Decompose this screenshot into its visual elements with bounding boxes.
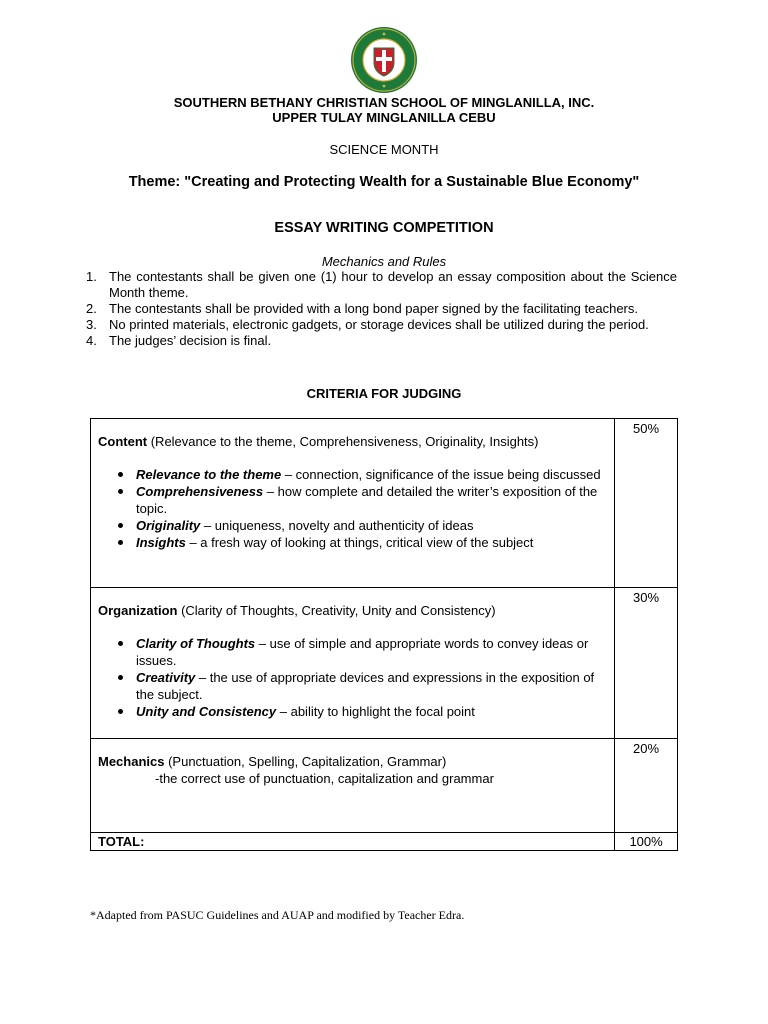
bullet-icon	[118, 675, 123, 680]
footnote: *Adapted from PASUC Guidelines and AUAP and modified by Teacher Edra.	[90, 908, 465, 922]
mechanics-criteria-detail: -the correct use of punctuation, capitalization and grammar	[155, 771, 494, 786]
bullet-icon	[118, 641, 123, 646]
rule-number: 3.	[86, 317, 97, 332]
mechanics-criteria-name: Mechanics	[98, 754, 165, 769]
list-item	[98, 517, 608, 534]
subcriterion-desc: – ability to highlight the focal point	[276, 704, 475, 719]
subcriterion-term: Comprehensiveness	[136, 484, 264, 499]
table-row	[91, 739, 678, 833]
organization-criteria-name: Organization	[98, 603, 178, 618]
subcriterion-desc: – the use of appropriate devices and expressions in the exposition of the subject.	[136, 670, 595, 702]
bullet-icon	[118, 489, 123, 494]
list-item	[86, 269, 677, 301]
school-name: SOUTHERN BETHANY CHRISTIAN SCHOOL OF MINGLANILLA, INC.	[173, 95, 595, 110]
list-item	[86, 301, 677, 317]
content-percent: 50%	[615, 419, 678, 588]
list-item	[86, 333, 677, 349]
rule-text: The contestants shall be provided with a long bond paper signed by the facilitating teachers.	[109, 301, 639, 316]
rule-number: 1.	[86, 269, 97, 284]
table-row	[91, 588, 678, 739]
rules-list	[86, 269, 677, 349]
list-item	[98, 669, 608, 703]
total-label: TOTAL:	[91, 833, 615, 851]
list-item	[98, 703, 608, 720]
subcriterion-desc: – use of simple and appropriate words to convey ideas or issues.	[136, 636, 589, 668]
bullet-icon	[118, 540, 123, 545]
content-subcriteria-list	[98, 466, 608, 551]
organization-criteria-desc: (Clarity of Thoughts, Creativity, Unity and Consistency)	[177, 603, 496, 618]
content-criteria-cell	[91, 419, 615, 588]
subcriterion-term: Insights	[136, 535, 186, 550]
mechanics-criteria-desc: (Punctuation, Spelling, Capitalization, Grammar)	[164, 754, 447, 769]
bullet-icon	[118, 523, 123, 528]
criteria-title: CRITERIA FOR JUDGING	[306, 386, 462, 401]
list-item	[86, 317, 677, 333]
mechanics-title: Mechanics and Rules	[321, 254, 447, 269]
bullet-icon	[118, 472, 123, 477]
mechanics-percent: 20%	[615, 739, 678, 833]
subcriterion-desc: – a fresh way of looking at things, critical view of the subject	[185, 535, 534, 550]
list-item	[98, 534, 608, 551]
rule-text: The contestants shall be given one (1) hour to develop an essay composition about the Science Month theme.	[109, 269, 677, 300]
subcriterion-term: Originality	[136, 518, 201, 533]
organization-percent: 30%	[615, 588, 678, 739]
subcriterion-term: Creativity	[136, 670, 196, 685]
subcriterion-desc: – connection, significance of the issue being discussed	[281, 467, 601, 482]
table-row	[91, 833, 678, 851]
organization-subcriteria-list	[98, 635, 608, 720]
event-title: SCIENCE MONTH	[329, 142, 439, 157]
rule-text: No printed materials, electronic gadgets, or storage devices shall be utilized during the period.	[109, 317, 649, 332]
criteria-table	[90, 418, 678, 851]
content-criteria-name: Content	[98, 434, 148, 449]
subcriterion-term: Clarity of Thoughts	[136, 636, 256, 651]
rule-number: 2.	[86, 301, 97, 316]
subcriterion-term: Unity and Consistency	[136, 704, 277, 719]
bullet-icon	[118, 709, 123, 714]
school-seal-logo	[350, 26, 418, 94]
subcriterion-desc: – uniqueness, novelty and authenticity of ideas	[200, 518, 474, 533]
list-item	[98, 466, 608, 483]
subcriterion-desc: – how complete and detailed the writer’s exposition of the topic.	[136, 484, 598, 516]
content-criteria-desc: (Relevance to the theme, Comprehensiveness, Originality, Insights)	[147, 434, 539, 449]
table-row	[91, 419, 678, 588]
subcriterion-term: Relevance to the theme	[136, 467, 282, 482]
mechanics-criteria-cell	[91, 739, 615, 833]
theme-line: Theme: "Creating and Protecting Wealth for a Sustainable Blue Economy"	[128, 174, 640, 190]
total-percent: 100%	[615, 833, 678, 851]
list-item	[98, 483, 608, 517]
rule-number: 4.	[86, 333, 97, 348]
rule-text: The judges’ decision is final.	[109, 333, 272, 348]
list-item	[98, 635, 608, 669]
school-address: UPPER TULAY MINGLANILLA CEBU	[272, 110, 496, 125]
competition-title: ESSAY WRITING COMPETITION	[274, 220, 494, 236]
organization-criteria-cell	[91, 588, 615, 739]
